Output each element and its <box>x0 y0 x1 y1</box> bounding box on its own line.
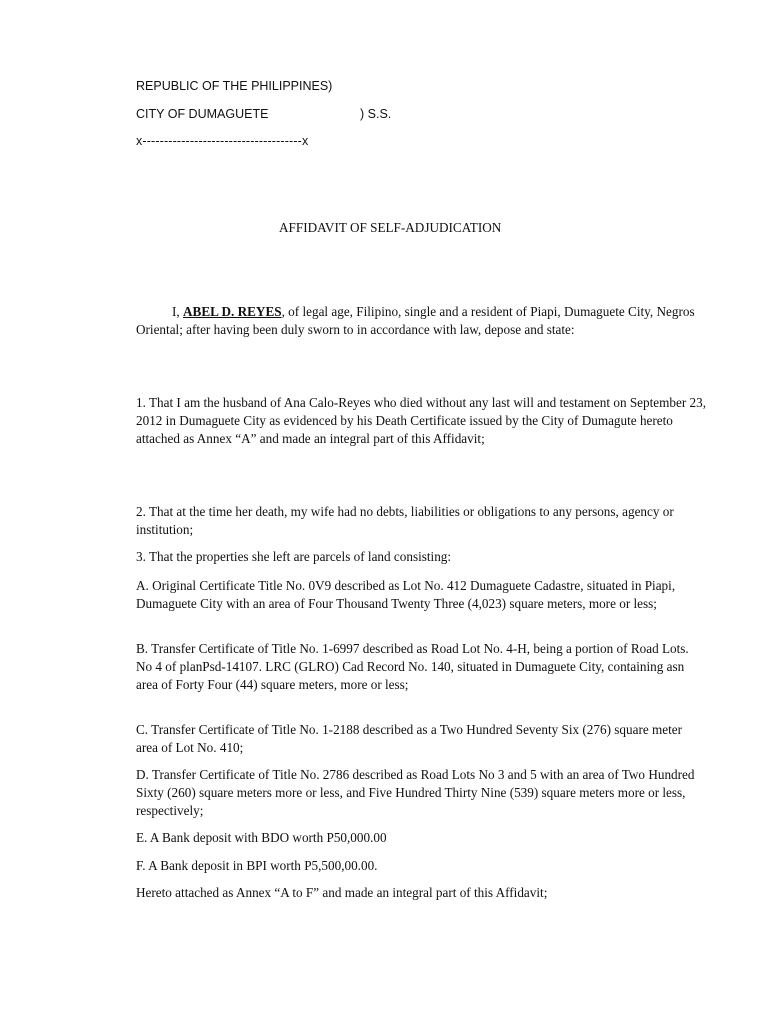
header-republic: REPUBLIC OF THE PHILIPPINES) <box>136 79 333 93</box>
header-divider: x-------------------------------------x <box>136 134 309 148</box>
property-c: C. Transfer Certificate of Title No. 1-2188 described as a Two Hundred Seventy Six (276) square meter area of Lot No. 410; <box>136 722 683 755</box>
paragraph-3: 3. That the properties she left are parcels of land consisting: <box>136 549 452 564</box>
annex-statement: Hereto attached as Annex “A to F” and made an integral part of this Affidavit; <box>136 885 548 900</box>
intro-paragraph <box>136 303 706 339</box>
header-city: CITY OF DUMAGUETE <box>136 107 269 121</box>
document-title: AFFIDAVIT OF SELF-ADJUDICATION <box>279 220 502 235</box>
property-d: D. Transfer Certificate of Title No. 2786 described as Road Lots No 3 and 5 with an area of Two Hundred Sixty (260) square meters more or less, and Five Hundred Thirty Nine (539) square meters more or less, respectively; <box>136 767 695 818</box>
header-ss: ) S.S. <box>360 107 392 121</box>
intro-rest: , of legal age, Filipino, single and a resident of Piapi, Dumaguete City, Negros Oriental; after having been duly sworn to in accordance with law, depose and state: <box>136 304 695 337</box>
property-f: F. A Bank deposit in BPI worth P5,500,00.00. <box>136 858 378 873</box>
intro-lead: I, <box>172 304 183 319</box>
property-e: E. A Bank deposit with BDO worth P50,000.00 <box>136 830 387 845</box>
property-b: B. Transfer Certificate of Title No. 1-6997 described as Road Lot No. 4-H, being a portion of Road Lots. No 4 of planPsd-14107. LRC (GLRO) Cad Record No. 140, situated in Dumaguete City, containing asn area of Forty Four (44) square meters, more or less; <box>136 641 689 692</box>
paragraph-2: 2. That at the time her death, my wife had no debts, liabilities or obligations to any persons, agency or institution; <box>136 504 674 537</box>
paragraph-1: 1. That I am the husband of Ana Calo-Reyes who died without any last will and testament on September 23, 2012 in Dumaguete City as evidenced by his Death Certificate issued by the City of Dumagute hereto attached as Annex “A” and made an integral part of this Affidavit; <box>136 395 707 446</box>
affiant-name: ABEL D. REYES <box>183 304 282 319</box>
property-a: A. Original Certificate Title No. 0V9 described as Lot No. 412 Dumaguete Cadastre, situated in Piapi, Dumaguete City with an area of Four Thousand Twenty Three (4,023) square meters, more or less; <box>136 578 676 611</box>
